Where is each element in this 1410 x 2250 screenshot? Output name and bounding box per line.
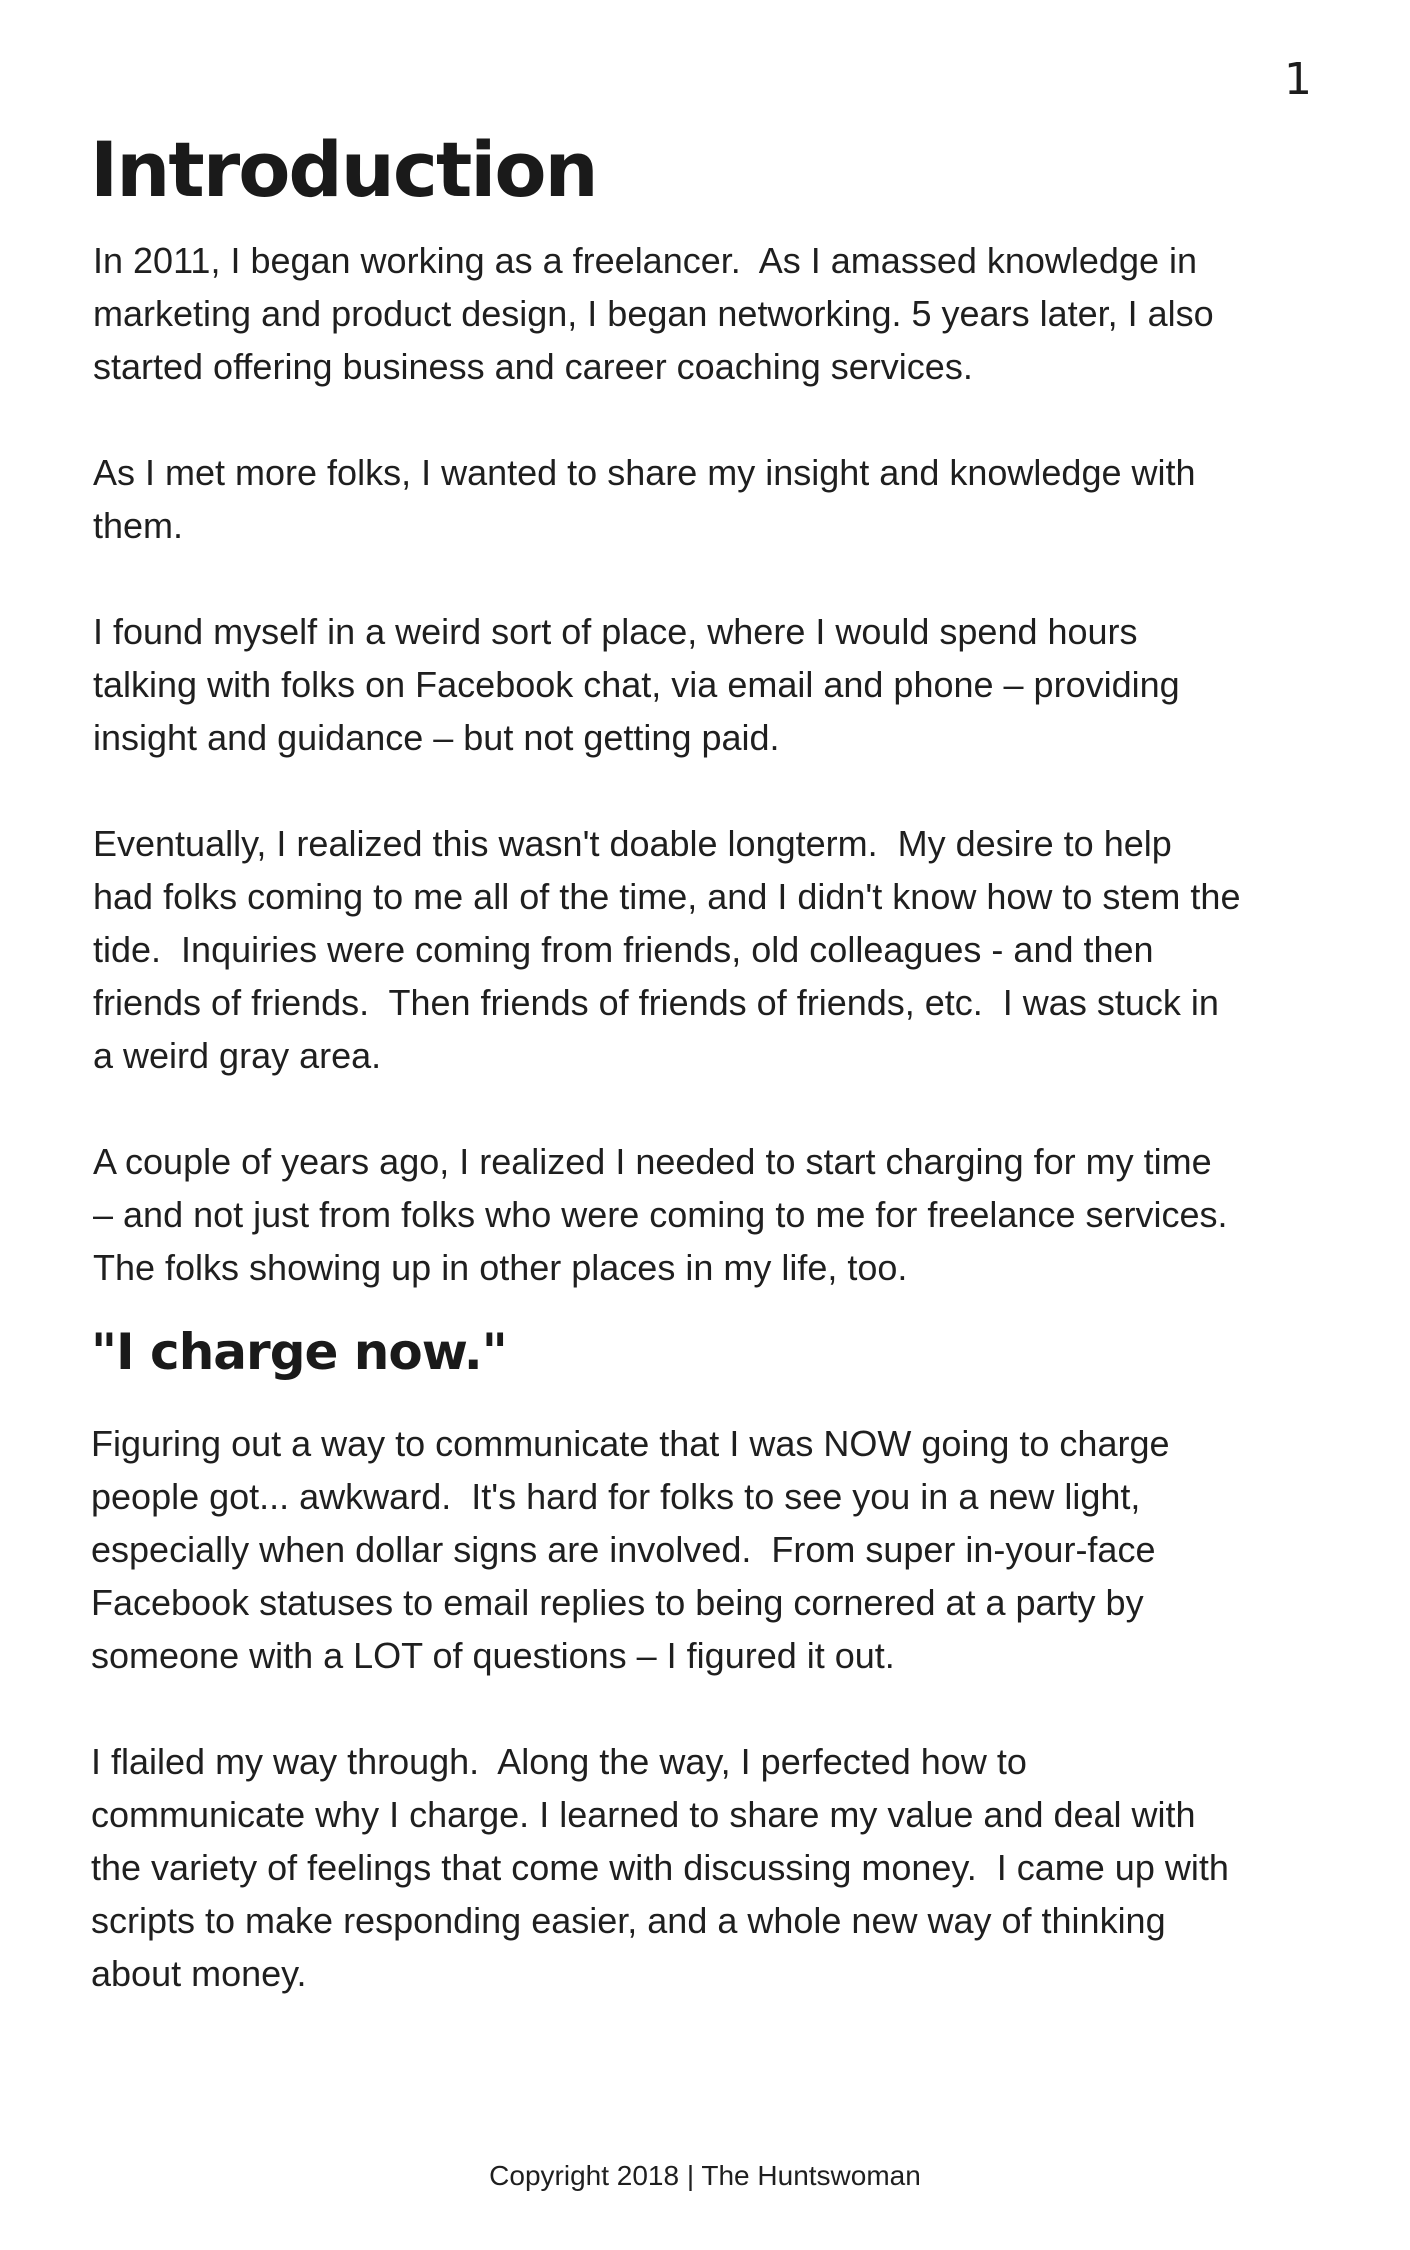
paragraph: I found myself in a weird sort of place, where I would spend hours talking with folks on Facebook chat, via email and phone – providing insight and guidance – but not getting paid. [93, 611, 1180, 758]
paragraph: Figuring out a way to communicate that I was NOW going to charge people got... awkward. It's hard for folks to see you in a new light, especially when dollar signs are involved. From super in-your-face Facebook statuses to email replies to being cornered at a party by someone with a LOT of questions – I figured it out. [91, 1423, 1170, 1676]
paragraph: I flailed my way through. Along the way, I perfected how to communicate why I charge. I learned to share my value and deal with the variety of feelings that come with discussing money. I came up with scripts to make responding easier, and a whole new way of thinking about money. [91, 1741, 1229, 1994]
page-title: Introduction [90, 125, 597, 214]
paragraph: Eventually, I realized this wasn't doable longterm. My desire to help had folks coming to me all of the time, and I didn't know how to stem the tide. Inquiries were coming from friends, old colleagues - and then friends of friends. Then friends of friends of friends, etc. I was stuck in a weird gray area. [93, 823, 1241, 1076]
intro-body [93, 234, 1333, 1294]
paragraph: A couple of years ago, I realized I needed to start charging for my time – and not just from folks who were coming to me for freelance services. The folks showing up in other places in my life, too. [93, 1141, 1228, 1288]
charge-section-body [91, 1417, 1331, 2000]
page-number: 1 [1284, 54, 1312, 105]
paragraph: In 2011, I began working as a freelancer. As I amassed knowledge in marketing and product design, I began networking. 5 years later, I also started offering business and career coaching services. [93, 240, 1214, 387]
copyright-footer: Copyright 2018 | The Huntswoman [489, 2160, 921, 2191]
paragraph: As I met more folks, I wanted to share my insight and knowledge with them. [93, 452, 1196, 546]
section-heading: "I charge now." [91, 1323, 507, 1381]
